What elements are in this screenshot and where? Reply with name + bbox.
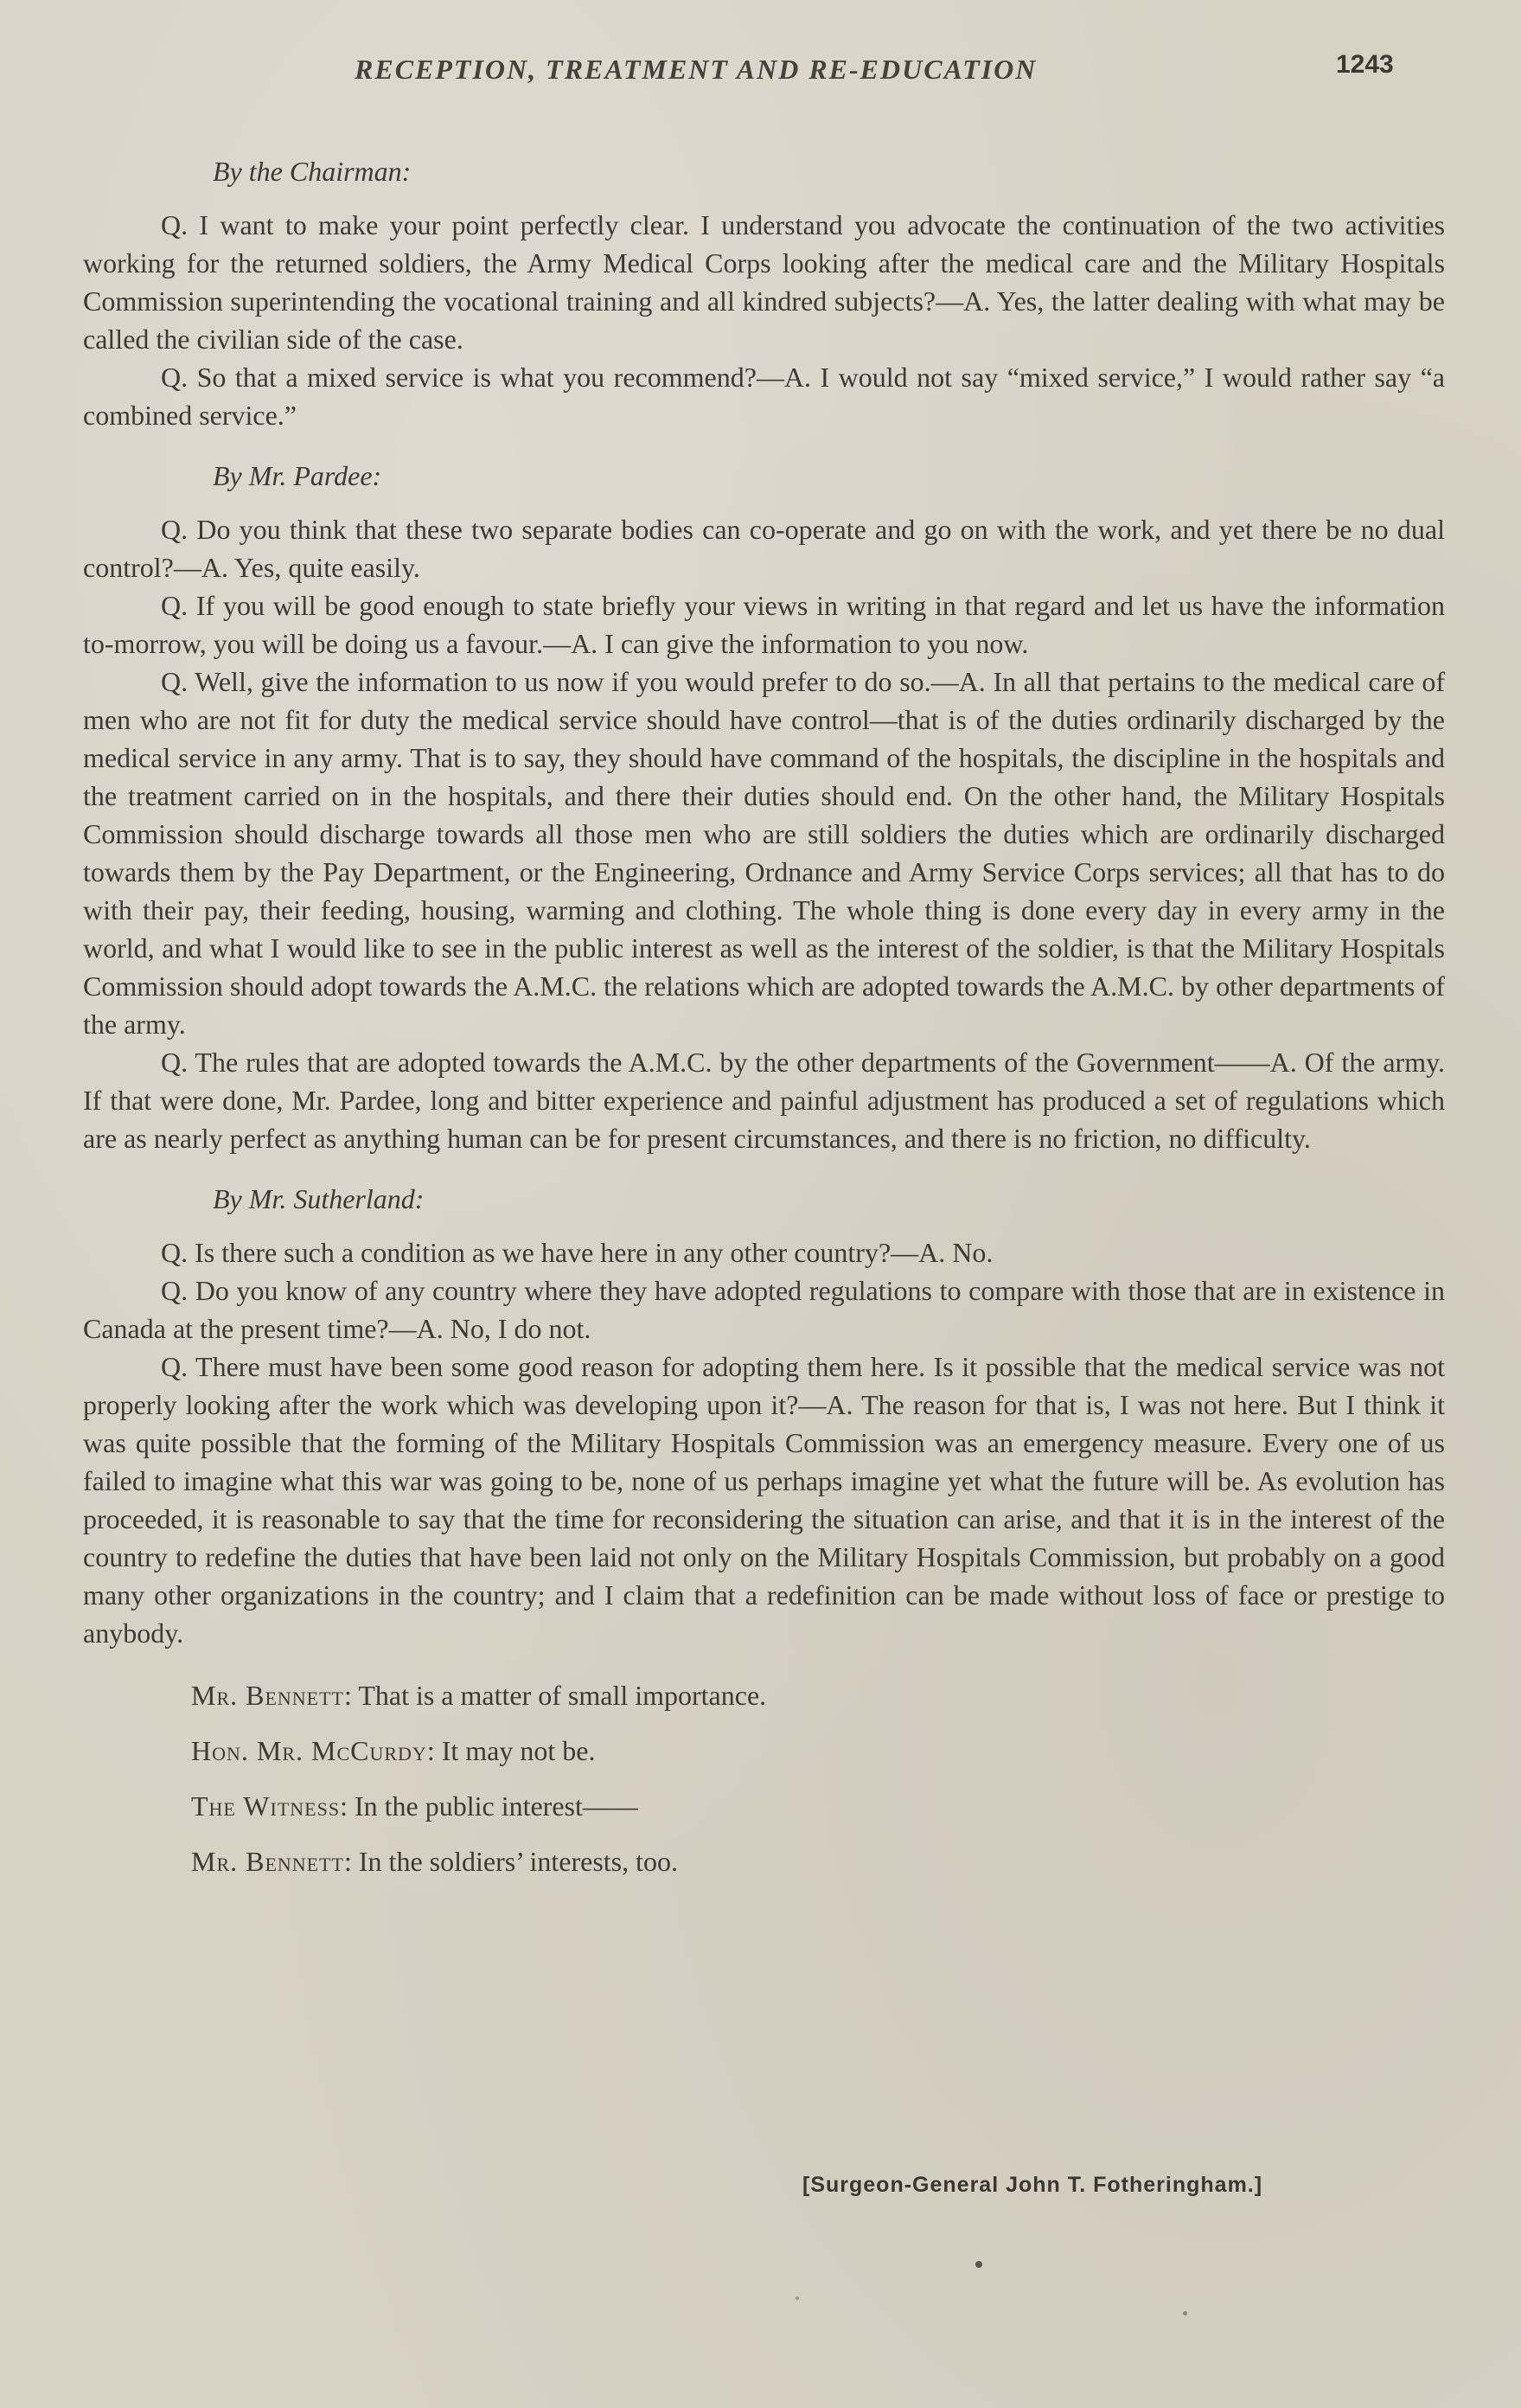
exchange-text: In the public interest—— <box>354 1790 638 1822</box>
exchange-speaker: The Witness <box>191 1790 341 1822</box>
page-body <box>83 154 1445 1898</box>
running-head: RECEPTION, TREATMENT AND RE-EDUCATION <box>355 54 1038 85</box>
exchange-text: In the soldiers’ interests, too. <box>358 1846 678 1877</box>
section-chairman <box>83 154 1445 434</box>
exchange-line: The Witness: In the public interest—— <box>191 1790 638 1822</box>
exchange-line: Hon. Mr. McCurdy: It may not be. <box>191 1735 596 1766</box>
page-header <box>0 50 1521 92</box>
speaker-heading: By the Chairman: <box>213 156 412 187</box>
exchange-line: Mr. Bennett: That is a matter of small importance. <box>191 1680 767 1711</box>
paragraph: Q. Do you know of any country where they have adopted regulations to compare with those that are in existence in Canada at the present time?—A. No, I do not. <box>83 1275 1445 1344</box>
exchange-text: It may not be. <box>441 1735 596 1766</box>
paragraph: Q. There must have been some good reason for adopting them here. Is it possible that the medical service was not properly looking after the work which was developing upon it?—A. The reason for that is, I was not here. But I think it was quite possible that the forming of the Military Hospitals Commission was an emergency measure. Every one of us failed to imagine what this war was going to be, none of us perhaps imagine yet what the future will be. As evolution has proceeded, it is reasonable to say that the time for reconsidering the situation can arise, and that it is in the interest of the country to redefine the duties that have been laid not only on the Military Hospitals Commission, but probably on a good many other organizations in the country; and I claim that a redefinition can be made without loss of face or prestige to anybody. <box>83 1351 1445 1649</box>
exchange-line: Mr. Bennett: In the soldiers’ interests, too. <box>191 1846 678 1877</box>
paragraph: Q. The rules that are adopted towards the A.M.C. by the other departments of the Government——A. Of the army. If that were done, Mr. Pardee, long and bitter experience and painful adjustment has produced a set of regulations which are as nearly perfect as anything human can be for present circumstances, and there is no friction, no difficulty. <box>83 1047 1445 1154</box>
paper-speck <box>975 2261 982 2268</box>
exchange-speaker: Mr. Bennett <box>191 1846 344 1877</box>
paragraph: Q. Do you think that these two separate bodies can co-operate and go on with the work, and yet there be no dual control?—A. Yes, quite easily. <box>83 514 1445 583</box>
exchange-text: That is a matter of small importance. <box>358 1680 767 1711</box>
paragraph: Q. Is there such a condition as we have here in any other country?—A. No. <box>161 1237 994 1268</box>
witness-attribution: [Surgeon-General John T. Fotheringham.] <box>802 2173 1263 2197</box>
paragraph: Q. I want to make your point perfectly clear. I understand you advocate the continuation of the two activities working for the returned soldiers, the Army Medical Corps looking after the medical care and the Military Hospitals Commission superintending the vocational training and all kindred subjects?—A. Yes, the latter dealing with what may be called the civilian side of the case. <box>83 209 1445 355</box>
paragraph: Q. So that a mixed service is what you recommend?—A. I would not say “mixed service,” I would rather say “a combined service.” <box>83 362 1445 431</box>
paragraph: Q. If you will be good enough to state briefly your views in writing in that regard and let us have the information to-morrow, you will be doing us a favour.—A. I can give the information to you now. <box>83 590 1445 659</box>
paper-speck <box>1183 2311 1187 2315</box>
page-number: 1243 <box>1336 50 1394 79</box>
section-pardee <box>83 458 1445 1157</box>
paper-speck <box>796 2296 799 2300</box>
exchange-speaker: Mr. Bennett <box>191 1680 344 1711</box>
exchange-speaker: Hon. Mr. McCurdy <box>191 1735 427 1766</box>
speaker-heading: By Mr. Sutherland: <box>213 1183 425 1214</box>
section-sutherland <box>83 1182 1445 1652</box>
exchange-list <box>83 1676 1445 1880</box>
paragraph: Q. Well, give the information to us now if you would prefer to do so.—A. In all that pertains to the medical care of men who are not fit for duty the medical service should have control—that is of the duties ordinarily discharged by the medical service in any army. That is to say, they should have command of the hospitals, the discipline in the hospitals and the treatment carried on in the hospitals, and there their duties should end. On the other hand, the Military Hospitals Commission should discharge towards all those men who are still soldiers the duties which are ordinarily discharged towards them by the Pay Department, or the Engineering, Ordnance and Army Service Corps services; all that has to do with their pay, their feeding, housing, warming and clothing. The whole thing is done every day in every army in the world, and what I would like to see in the public interest as well as the interest of the soldier, is that the Military Hospitals Commission should adopt towards the A.M.C. the relations which are adopted towards the A.M.C. by other departments of the army. <box>83 666 1445 1040</box>
speaker-heading: By Mr. Pardee: <box>213 460 382 491</box>
